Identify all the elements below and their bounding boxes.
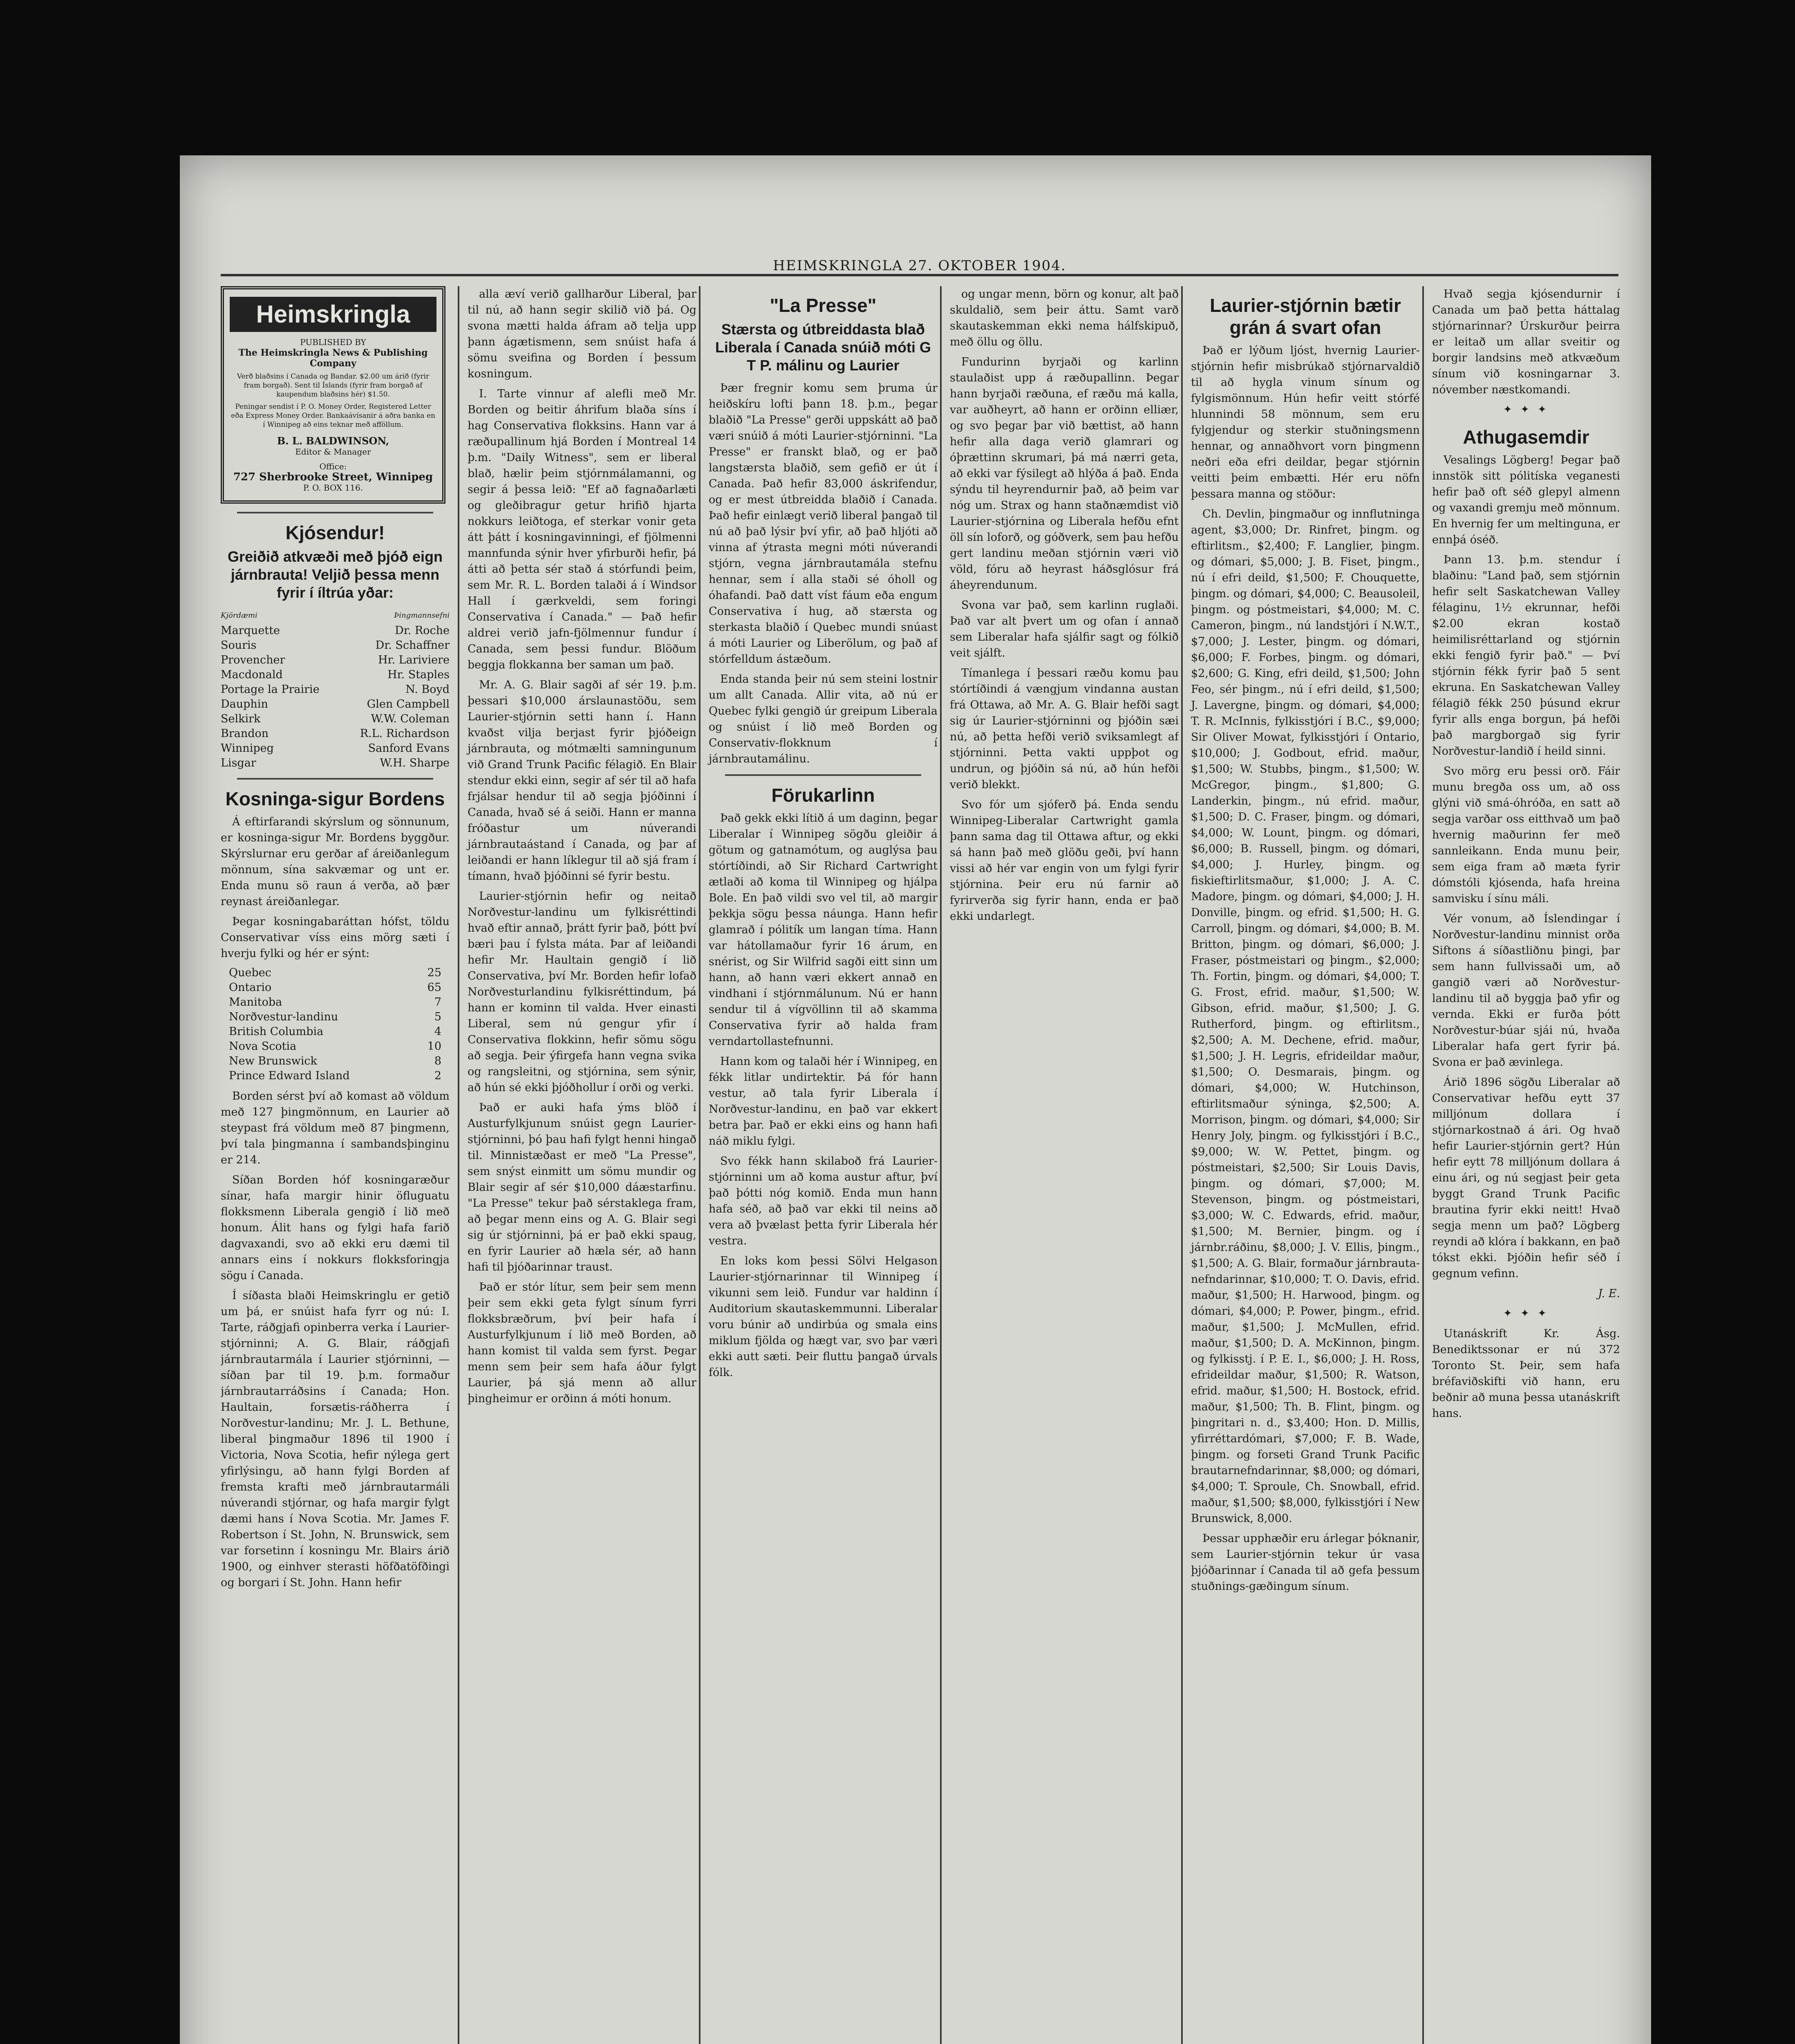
column-4	[940, 286, 1179, 2044]
masthead-office-label: Office:	[319, 462, 347, 471]
province-name: Norðvestur-landinu	[229, 1011, 338, 1023]
candidate-row	[221, 756, 450, 771]
article-paragraph: En loks kom þessi Sölvi Helgason Laurier-stjórnarinnar til Winnipeg í vikunni sem leið. Fundur var haldinn í Auditorium skautaskemmunni. Liberalar voru búnir að undirbúa og smala eins miklum fjölda og hægt var, svo þar væri ekki autt sæti. Þeir fluttu þangað úrvals fólk.	[709, 1255, 938, 1379]
candidate-row	[221, 623, 450, 638]
la-presse-heading: "La Presse"	[770, 295, 877, 316]
column-3	[699, 286, 938, 2044]
province-row	[229, 1069, 441, 1083]
article-paragraph: Tímanlega í þessari ræðu komu þau stórtíðindi á vængjum vindanna austan frá Ottawa, að Mr. A. G. Blair hefði sagt sig úr Laurier-stjórninni og þjóðin sæi nú, að þetta hefði verið sviksamlegt af stjórninni. Þetta vakti uppþot og undrun, og þjóðin sá nú, að hún hefði verið blekkt.	[950, 667, 1179, 791]
seat-count: 8	[434, 1055, 441, 1067]
ornament-divider: ✦ ✦ ✦	[1503, 1307, 1549, 1320]
seat-count: 2	[434, 1069, 441, 1082]
masthead-office-address: 727 Sherbrooke Street, Winnipeg	[233, 471, 433, 483]
candidate-name: Hr. Lariviere	[378, 654, 450, 666]
article-paragraph: Það gekk ekki lítið á um daginn, þegar Liberalar í Winnipeg sögðu gleiðir á götum og gatnamótum, og auglýsa þau stórtíðindi, að Sir Richard Cartwright ætlaði að koma til Winnipeg og hjálpa Bole. En það vildi svo vel til, að margir þekkja sögu þessa náunga. Hann hefir glamrað í pólitík um langan tíma. Hann var hátollamaður fyrir 16 árum, en snérist, og Sir Wilfrid sagði eitt sinn um hann, að hann væri ekkert annað en vindhani í stjórnmálunum. Nú er hann sendur til á vígvöllinn til að skamma Conservativa fyrir að halda fram verndartollastefnunni.	[709, 812, 938, 1048]
district-name: Lisgar	[221, 757, 256, 769]
article-paragraph: Síðan Borden hóf kosningaræður sínar, hafa margir hinir öfluguatu flokksmenn Liberala gengið í lið með honum. Álit hans og fylgi hafa farið dagvaxandi, svo að ekki eru dæmi til annars eins í nokkurs flokksforingja sögu í Canada.	[221, 1174, 450, 1282]
article-paragraph: Það er auki hafa ýms blöð í Austurfylkjunum snúist gegn Laurier-stjórninni, þó þau hafi fylgt henni hingað til. Minnistæðast er með "La Presse", sem snýst einmitt um sömu mundir og Blair segir af sér $10,000 dáæstarfinu. "La Presse" tekur það sérstaklega fram, að þegar menn eins og A. G. Blair segi sig úr stjórninni, þá er það ekki spaug, en fyrir Laurier að hæla sér, að hann hafi til þjóðarinnar traust.	[468, 1101, 696, 1273]
district-name: Souris	[221, 639, 257, 652]
candidate-row	[221, 638, 450, 653]
divider	[725, 774, 921, 776]
article-paragraph: Þegar kosningabaráttan hófst, töldu Conservativar víss eins mörg sæti í hverju fylki og hér er sýnt:	[221, 915, 450, 960]
running-header	[221, 258, 1618, 276]
district-column-label: Kjördæmi	[221, 611, 257, 620]
province-row	[229, 966, 441, 980]
article-paragraph: I. Tarte vinnur af alefli með Mr. Borden og beitir áhrifum blaða síns í hag Conservativa flokksins. Hann var á ræðupallinum hjá Borden í Montreal 14 þ.m. "Daily Witness", sem er liberal blað, hælir þeim stjórnmálamanni, og segir á þessa leið: "Ef að fagnaðarlæti og gleðibragur getur hrifið hjarta nokkurs leiðtoga, ef sterkar vonir geta átt þátt í kosningavinningi, ef fjölmenni mannfunda sýnir hver yfirburði hefir, þá átti að þetta sér stað á stórfundi þeim, sem Mr. R. L. Borden talaði á í Windsor Hall í gærkveldi, sem foringi Conservativa í Canada." — Það hefir aldrei verið jafn-fjölmennur fundur í Canada, sem þessi fundur. Blöðum beggja flokkanna ber saman um það.	[468, 388, 696, 671]
article-paragraph: Laurier-stjórnin hefir og neitað Norðvestur-landinu um fylkisréttindi hvað eftir annað, þrátt fyrir það, þótt því bæri þau í fylsta máta. Þar af leiðandi hefir Mr. Haultain gengið í lið Conservativa, því Mr. Borden hefir lofað Norðvesturlandinu fylkisréttindum, þá hann er kominn til valda. Hver einasti Liberal, sem nú gengur yfir í Conservativa flokkinn, hefir sömu sögu að segja. Þeir ýfirgefa hann vegna svika og rangsleitni, og stjórnina, sem sýnir, að hún sé ekki þjóðhollur í orði og verki.	[468, 890, 696, 1094]
seat-count: 65	[427, 981, 441, 994]
forukarlinn-heading: Förukarlinn	[771, 784, 875, 806]
kjosendur-heading: Kjósendur!	[285, 522, 385, 543]
seat-count: 25	[427, 966, 441, 979]
candidate-row	[221, 712, 450, 726]
province-name: New Brunswick	[229, 1055, 317, 1067]
column-6	[1422, 286, 1620, 2044]
masthead-remit: Peningar sendist í P. O. Money Order, Registered Letter eða Express Money Order. Bankaávísanir á aðra banka en í Winnipeg að eins teknar með afföllum.	[231, 403, 435, 429]
province-row	[229, 1010, 441, 1024]
candidate-name: W.W. Coleman	[371, 713, 450, 725]
candidate-row	[221, 668, 450, 682]
article-paragraph: Mr. A. G. Blair sagði af sér 19. þ.m. þessari $10,000 árslaunastöðu, sem Laurier-stjórnin setti hann í. Hann kvaðst vilja berjast fyrir þjóðeign járnbrauta, og mótmælti samningunum við Grand Trunk Pacific félagið. En Blair stendur ekki einn, segir af sér til að hafa frjálsar hendur til að segja þjóðinni í Canada, hvað sé á seiði. Hann er manna fróðastur um núverandi járnbrautaástand í Canada, og þar af leiðandi er hann líklegur til að sjá fram í tímann, hvað þjóðinni sé fyrir bestu.	[468, 679, 696, 883]
province-name: Quebec	[229, 966, 271, 979]
article-paragraph: Svo mörg eru þessi orð. Fáir munu bregða oss um, að oss glýni við smá-óhróða, en satt að segja varðar oss eitthvað um það hvernig maðurinn fer með sannleikann. Enda munu þeir, sem eiga fram að mæta fyrir dómstóli kjósenda, hafa hreina samvisku í sínu máli.	[1432, 765, 1620, 905]
candidate-name: Sanford Evans	[368, 742, 450, 755]
article-paragraph: Þessar upphæðir eru árlegar þóknanir, sem Laurier-stjórnin tekur úr vasa þjóðarinnar í Canada til að gefa þessum stuðnings-gæðingum sínum.	[1191, 1532, 1420, 1593]
province-row	[229, 1039, 441, 1054]
article-paragraph: Svo fór um sjóferð þá. Enda sendu Winnipeg-Liberalar Cartwright gamla þann sama dag til Ottawa aftur, og ekki sá hann það með glöðu geði, því hann vissi að hér var engin von um fylgi fyrir stjórnina. Þeir eru nú farnir að fyrirverða sig fyrir hann, enda er það ekki undarlegt.	[950, 798, 1179, 923]
article-paragraph: Hann kom og talaði hér í Winnipeg, en fékk litlar undirtektir. Þá fór hann vestur, að tala fyrir Liberala í Norðvestur-landinu, en það var ekkert betra þar. Það er ekki eins og hann hafi náð miklu fylgi.	[709, 1055, 938, 1148]
seat-count: 5	[434, 1011, 441, 1023]
district-name: Selkirk	[221, 713, 261, 725]
column-2	[458, 286, 696, 2044]
appointments-list: Ch. Devlin, þingmaður og innflutninga agent, $3,000; Dr. Rinfret, þingm. og eftirlitsm., $2,400; F. Langlier, þingm. og dómari, $5,000; J. B. Fiset, þingm., nú í efri deild, $1,500; F. Chouquette, þingm. og dómari, $4,000; C. Beausoleil, þingm. og póstmeistari, $4,000; M. C. Cameron, þingm., nú landstjóri í N.W.T., $7,000; J. Lester, þingm. og dómari, $6,000; F. Forbes, þingm. og dómari, $2,600; G. King, efri deild, $1,500; John Feo, sér þingm., nú í efri deild, $1,500; J. Lavergne, þingm. og dómari, $4,000; T. R. McInnis, fylkisstjóri í B.C., $9,000; Sir Oliver Mowat, fylkisstjóri í Ontario, $10,000; J. Godbout, efrid. maður, $1,500; W. Stubbs, þingm., $1,500; W. McGregor, þingm., $1,800; G. Landerkin, þingm., nú efrid. maður, $1,500; D. C. Fraser, þingm. og dómari, $4,000; W. Lount, þingm. og dómari, $6,000; B. Russell, þingm. og dómari, $4,000; J. Hurley, þingm. og fiskieftirlitsmaður, $1,000; J. A. C. Madore, þingm. og dómari, $4,000; J. H. Donville, þingm. og efrid. $1,500; H. G. Carroll, þingm. og dómari, $4,000; B. M. Britton, þingm. og dómari, $6,000; J. Fraser, póstmeistari og þingm., $2,000; Th. Fortin, þingm. og dómari, $4,000; T. G. Frost, efrid. maður, $1,500; W. Gibson, efrid. maður, $1,500; J. G. Rutherford, þingm. og eftirlitsm., $2,500; A. M. Dechene, efrid. maður, $1,500; J. H. Legris, efrideildar maður, $1,500; O. Desmarais, þingm. og dómari, $4,000; W. Hutchinson, eftirlitsmaður sýninga, $2,500; A. Morrison, þingm. og dómari, $4,000; Sir Henry Joly, þingm. og fylkisstjóri í B.C., $9,000; W. W. Pettet, þingm. og póstmeistari, $2,500; Sir Louis Davis, þingm. og dómari, $7,000; M. Stevenson, þingm. og póstmeistari, $3,000; W. C. Edwards, efrid. maður, $1,500; M. Bernier, þingm. og í járnbr.ráðinu, $8,000; J. V. Ellis, þingm., $1,500; A. G. Blair, formaður járnbrauta-nefndarinnar, $10,000; T. O. Davis, efrid. maður, $1,500; H. Harwood, þingm. og dómari, $4,000; P. Power, þingm., efrid. maður, $1,500; J. McMullen, efrid. maður, $1,500; D. A. McKinnon, þingm. og fylkisstj. í P. E. I., $6,000; J. H. Ross, efrideildar maður, $1,500; R. Watson, efrid. maður, $1,500; H. Bostock, efrid. maður, $1,500; Th. B. Flint, þingm. og þingritari n. d., $3,400; Hon. D. Millis, yfirréttardómari, $7,000; F. B. Wade, þingm. og forseti Grand Trunk Pacific brautarnefndarinnar, $8,000; og dómari, $4,000; T. Sproule, Ch. Snowball, efrid. maður, $1,500; $8,000, fylkisstjóri í New Brunswick, 8,000.	[1191, 508, 1420, 1525]
article-paragraph: Á eftirfarandi skýrslum og sönnunum, er kosninga-sigur Mr. Bordens byggður. Skýrslurnar eru gerðar af áreiðanlegum mönnum, sína sakvæmar og unt er. Enda munu sö raun á verða, að þær reynast áreiðanlegar.	[221, 816, 450, 908]
masthead-editor-role: Editor & Manager	[295, 447, 371, 457]
province-name: Prince Edward Island	[229, 1069, 350, 1082]
masthead-title: Heimskringla	[230, 297, 436, 332]
divider	[237, 512, 433, 513]
article-paragraph: og ungar menn, börn og konur, alt það skuldalið, sem þeir áttu. Samt varð skautaskemman ekki nema hálfskipuð, með öllu og öllu.	[950, 288, 1179, 348]
candidate-list	[221, 623, 450, 771]
article-paragraph: Þær fregnir komu sem þruma úr heiðskíru lofti þann 18. þ.m., þegar blaðið "La Presse" gerði uppskátt að það væri snúið á móti Laurier-stjórninni. "La Presse" er franskt blað, og er það langstærsta blaðið, sem gefið er út í Canada. Það hefir 83,000 áskrifendur, og er mest útbreidda blaðið í Canada. Það hefir einlægt verið liberal þangað til nú að það lýsir því yfir, að það hljóti að vinna af ýtrasta megni móti núverandi stjórn, vegna járnbrautamála stefnu hennar, sem í alla staði sé óholl og óhafandi. Það datt víst fáum eða engum Conservativa í hug, að stærsta og sterkasta blaðið í Quebec mundi snúast á móti Laurier og Liberölum, og það af stórfelldum ástæðum.	[709, 382, 938, 666]
article-paragraph: Það er stór lítur, sem þeir sem menn þeir sem ekki geta fylgt sínum fyrri flokksbræðrum, því þeir hafa í Austurfylkjunum í lið með Borden, að hann komist til valda sem fyrst. Þegar menn sem þeir sem hafa áður fylgt Laurier, þá sjá menn að allur þingheimur er orðinn á móti honum.	[468, 1281, 696, 1405]
candidate-name: Hr. Staples	[387, 668, 450, 681]
newspaper-page	[180, 155, 1651, 2044]
province-name: Manitoba	[229, 996, 282, 1009]
article-paragraph: Hvað segja kjósendurnir í Canada um það þetta háttalag stjórnarinnar? Úrskurður þeirra er leitað um allar sveitir og borgir landsins með atkvæðum sínum við kosningarnar 3. nóvember næstkomandi.	[1432, 288, 1620, 396]
candidate-row	[221, 697, 450, 712]
article-paragraph: Svo fékk hann skilaboð frá Laurier-stjórninni um að koma austur aftur, því það þótti nóg komið. Enda mun hann hafa séð, að það var ekki til neins að vera að þvælast þetta fyrir Liberala hér vestra.	[709, 1155, 938, 1247]
district-name: Marquette	[221, 624, 280, 637]
article-paragraph: Þann 13. þ.m. stendur í blaðinu: "Land það, sem stjórnin hefir selt Saskatchewan Valley félaginu, 1½ ekrunnar, hefði $2.00 ekran kostað heimilisréttarland og stjórnin ekki fengið fyrir það." — Því stjórnin fékk fyrir það 5 sent ekruna. En Saskatchewan Valley félagið fékk 250 þúsund ekrur fyrir alls enga borgun, þá hefði það margborgað sig fyrir Norðvestur-landið í heild sinni.	[1432, 554, 1620, 758]
article-paragraph: Í síðasta blaði Heimskringlu er getið um þá, er snúist hafa fyrr og nú: I. Tarte, ráðgjafi opinberra verka í Laurier-stjórninni; A. G. Blair, ráðgjafi járnbrautarmála í Laurier stjórninni, — síðan þar til 19. þ.m. formaður járnbrautarráðsins í Canada; Hon. Haultain, forsætis-ráðherra í Norðvestur-landinu; Mr. J. L. Bethune, liberal þingmaður 1896 til 1900 í Victoria, Nova Scotia, hefir nýlega gert yfirlýsingu, að hann fylgi Borden af fremsta krafti með járnbrautarmáli núverandi stjórnar, og hafa margir fylgt dæmi hans í Nova Scotia. Mr. James F. Robertson í St. John, N. Brunswick, sem var forsetinn í kosningu Mr. Blairs árið 1900, og einhver sterasti höfðatöfðingi og borgari í St. John. Hann hefir	[221, 1289, 450, 1589]
masthead-editor-name: B. L. BALDWINSON,	[277, 435, 389, 447]
signature: J. E.	[1598, 1287, 1620, 1300]
province-row	[229, 980, 441, 995]
article-paragraph: Það er lýðum ljóst, hvernig Laurier-stjórnin hefir misbrúkað stjórnarvaldið til að hygla vinum sínum og fylgismönnum. Hún hefir veitt stórfé hlunnindi 58 mönnum, sem eru fylgjendur og sterkir stuðningsmenn hennar, og annaðhvort vorn þingmenn neðri eða efri deildar, þegar stjórnin veitti þeim embætti. Hér eru nöfn þessara manna og stöður:	[1191, 344, 1420, 500]
seat-count: 10	[427, 1040, 441, 1053]
article-paragraph: Enda standa þeir nú sem steini lostnir um allt Canada. Allir vita, að nú er Quebec fylki gengið úr greipum Liberala og snúist í lið með Borden og Conservativ-flokknum í járnbrautamálinu.	[709, 673, 938, 765]
article-paragraph: Borden sérst því að komast að völdum með 127 þingmönnum, en Laurier að steypast frá völdum með 87 þingmenn, því tala þingmanna í sambandsþinginu er 214.	[221, 1090, 450, 1166]
masthead-published-by: PUBLISHED BY	[300, 337, 366, 347]
seat-count: 7	[434, 996, 441, 1009]
article-paragraph: Fundurinn byrjaði og karlinn staulaðist upp á ræðupallinn. Þegar hann byrjaði ræðuna, ef ræðu má kalla, var auðheyrt, að hann er orðinn elliær, og svo þegar þar við bættist, að hann hefir alla daga verið glamrari og óþrættinn skrumari, þá má nærri geta, að ekki var fýsilegt að hlýða á það. Enda sýndu til heyrendurnir það, að þeim var nóg um. Strax og hann staðnæmdist við Laurier-stjórnina og Liberala hefðu efnt öll sín loforð, og góðverk, sem þau hefðu gert landinu meðan stjórnin væri við völd, fóru að heyrast háðsglósur frá áheyrendunum.	[950, 356, 1179, 592]
district-name: Dauphin	[221, 698, 268, 710]
column-5	[1181, 286, 1420, 2044]
district-name: Portage la Prairie	[221, 683, 320, 696]
candidate-row	[221, 682, 450, 697]
province-seat-list	[229, 966, 441, 1083]
province-row	[229, 995, 441, 1010]
article-paragraph: Utanáskrift Kr. Ásg. Benediktssonar er nú 372 Toronto St. Þeir, sem hafa bréfaviðskifti við hann, eru beðnir að muna þessa utanáskrift hans.	[1432, 1327, 1620, 1420]
kosninga-heading: Kosninga-sigur Bordens	[225, 788, 445, 809]
candidate-column-label: Þingmannsefni	[394, 611, 450, 620]
column-1	[221, 286, 450, 2044]
article-paragraph: alla æví verið gallharður Liberal, þar til nú, að hann segir skilið við þá. Og svona mætti halda áfram að telja upp þann ágætismenn, sem snúist hafa á sömu sveifina og Borden í þessum kosningum.	[468, 288, 696, 380]
article-paragraph: Vér vonum, að Íslendingar í Norðvestur-landinu minnist orða Siftons á síðastliðnu þingi, þar sem hann fullvissaði um, að gangið væri að Norðvestur-landinu til að byggja það yfir og vernda. Ekki er furða þótt Norðvestur-búar sjái nú, hvaða Liberalar hafa gert fyrir þá. Svona er það ævinlega.	[1432, 912, 1620, 1069]
candidate-name: Glen Campbell	[367, 698, 450, 710]
candidate-name: R.L. Richardson	[360, 727, 450, 740]
article-paragraph: Árið 1896 sögðu Liberalar að Conservativar hefðu eytt 37 milljónum dollara í stjórnarkostnað á ári. Og hvað hefir Laurier-stjórnin gert? Hún hefir eytt 78 milljónum dollara á einu ári, og nú segjast þeir geta byggt Grand Trunk Pacific brautina fyrir ekki neitt! Hvað segja menn um það? Lögberg reyndi að klóra í bakkann, en það tókst ekki. Þjóðin hefir séð í gegnum vefinn.	[1432, 1076, 1620, 1280]
district-name: Brandon	[221, 727, 269, 740]
province-row	[229, 1024, 441, 1039]
candidate-name: W.H. Sharpe	[380, 757, 450, 769]
candidate-name: N. Boyd	[405, 683, 450, 696]
district-name: Winnipeg	[221, 742, 274, 755]
masthead-publisher: The Heimskringla News & Publishing Company	[238, 347, 428, 369]
candidate-row	[221, 726, 450, 741]
laurier-heading: Laurier-stjórnin bætir grán á svart ofan	[1210, 295, 1401, 338]
masthead-po-box: P. O. BOX 116.	[303, 483, 363, 493]
candidate-row	[221, 653, 450, 668]
athugasemdir-heading: Athugasemdir	[1463, 426, 1589, 448]
candidate-list-header	[221, 607, 450, 623]
running-title: HEIMSKRINGLA 27. OKTOBER 1904.	[773, 258, 1066, 274]
province-name: Ontario	[229, 981, 272, 994]
divider	[237, 778, 433, 780]
candidate-name: Dr. Schaffner	[375, 639, 450, 652]
kjosendur-subheading: Greiðið atkvæði með þjóð eign járnbrauta! Veljið þessa menn fyrir í íltrúa yðar:	[227, 548, 443, 601]
masthead-terms: Verð blaðsins í Canada og Bandar. $2.00 um árið (fyrir fram borgað). Sent til Íslands (fyrir fram borgað af kaupendum blaðsins hér) $1.50.	[237, 372, 430, 399]
candidate-row	[221, 741, 450, 756]
seat-count: 4	[434, 1025, 441, 1038]
province-name: Nova Scotia	[229, 1040, 297, 1053]
masthead	[221, 286, 445, 504]
candidate-name: Dr. Roche	[395, 624, 450, 637]
la-presse-subheading: Stærsta og útbreiddasta blað Liberala í Canada snúið móti G T P. málinu og Laurier	[715, 321, 931, 374]
article-paragraph: Vesalings Lögberg! Þegar það innstök sitt pólitíska veganesti hefir það oft séð glepyl almenn og vaxandi gremju með mönnum. En hvernig fer um meltinguna, er ennþá óséð.	[1432, 454, 1620, 546]
district-name: Provencher	[221, 654, 285, 666]
district-name: Macdonald	[221, 668, 283, 681]
article-paragraph: Svona var það, sem karlinn ruglaði. Það var alt þvert um og ofan í annað sem Liberalar hafa sjálfir sagt og fólkið veit sjálft.	[950, 599, 1179, 659]
ornament-divider: ✦ ✦ ✦	[1503, 403, 1549, 416]
province-row	[229, 1054, 441, 1069]
province-name: British Columbia	[229, 1025, 324, 1038]
